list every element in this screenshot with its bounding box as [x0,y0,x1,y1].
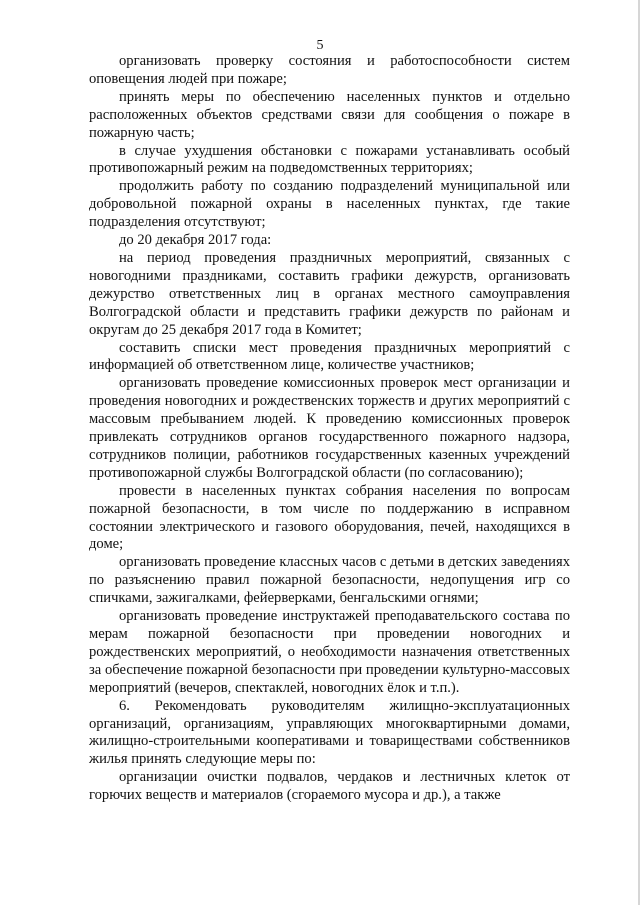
paragraph-9: провести в населенных пунктах собрания населения по вопросам пожарной безопасности, в том числе по поддержанию в исправном состоянии электрического и газового оборудования, печей, находящихся в доме; [89,482,570,553]
document-body [89,53,570,805]
paragraph-4: продолжить работу по созданию подразделений муниципальной или добровольной пожарной охраны в населенных пунктах, где такие подразделения отсутствуют; [89,178,570,231]
paragraph-1: организовать проверку состояния и работоспособности систем оповещения людей при пожаре; [89,53,570,87]
paragraph-10: организовать проведение классных часов с детьми в детских заведениях по разъяснению правил пожарной безопасности, недопущения игр со спичками, зажигалками, фейерверками, бенгальскими огнями; [89,554,570,607]
page-number: 5 [316,38,324,53]
paragraph-11: организовать проведение инструктажей преподавательского состава по мерам пожарной безопасности при проведении новогодних и рождественских мероприятий, о необходимости назначения ответственных за обеспечение пожарной безопасности при проведении культурно-массовых мероприятий (вечеров, спектаклей, новогодних ёлок и т.п.). [89,608,570,696]
paragraph-2: принять меры по обеспечению населенных пунктов и отдельно расположенных объектов средствами связи для сообщения о пожаре в пожарную часть; [89,88,570,141]
paragraph-13: организации очистки подвалов, чердаков и лестничных клеток от горючих веществ и материалов (сгораемого мусора и др.), а также [89,769,570,804]
paragraph-3: в случае ухудшения обстановки с пожарами устанавливать особый противопожарный режим на подведомственных территориях; [89,142,570,177]
paragraph-5: до 20 декабря 2017 года: [119,232,272,249]
paragraph-12: 6. Рекомендовать руководителям жилищно-эксплуатационных организаций, организациям, управляющих многоквартирными домами, жилищно-строительными кооперативами и товариществами собственников жилья принять следующие меры по: [89,697,570,768]
paragraph-7: составить списки мест проведения праздничных мероприятий с информацией об ответственном лице, количестве участников; [89,339,570,374]
paragraph-6: на период проведения праздничных мероприятий, связанных с новогодними праздниками, составить графики дежурств, организовать дежурство ответственных лиц в органах местного самоуправления Волгоградской области и представить графики дежурств по районам и округам до 25 декабря 2017 года в Комитет; [89,249,570,338]
paragraph-8: организовать проведение комиссионных проверок мест организации и проведения новогодних и рождественских торжеств и других мероприятий с массовым пребыванием людей. К проведению комиссионных проверок привлекать сотрудников органов государственного пожарного надзора, сотрудников полиции, работников государственных казенных учреждений противопожарной службы Волгоградской области (по согласованию); [89,375,570,481]
